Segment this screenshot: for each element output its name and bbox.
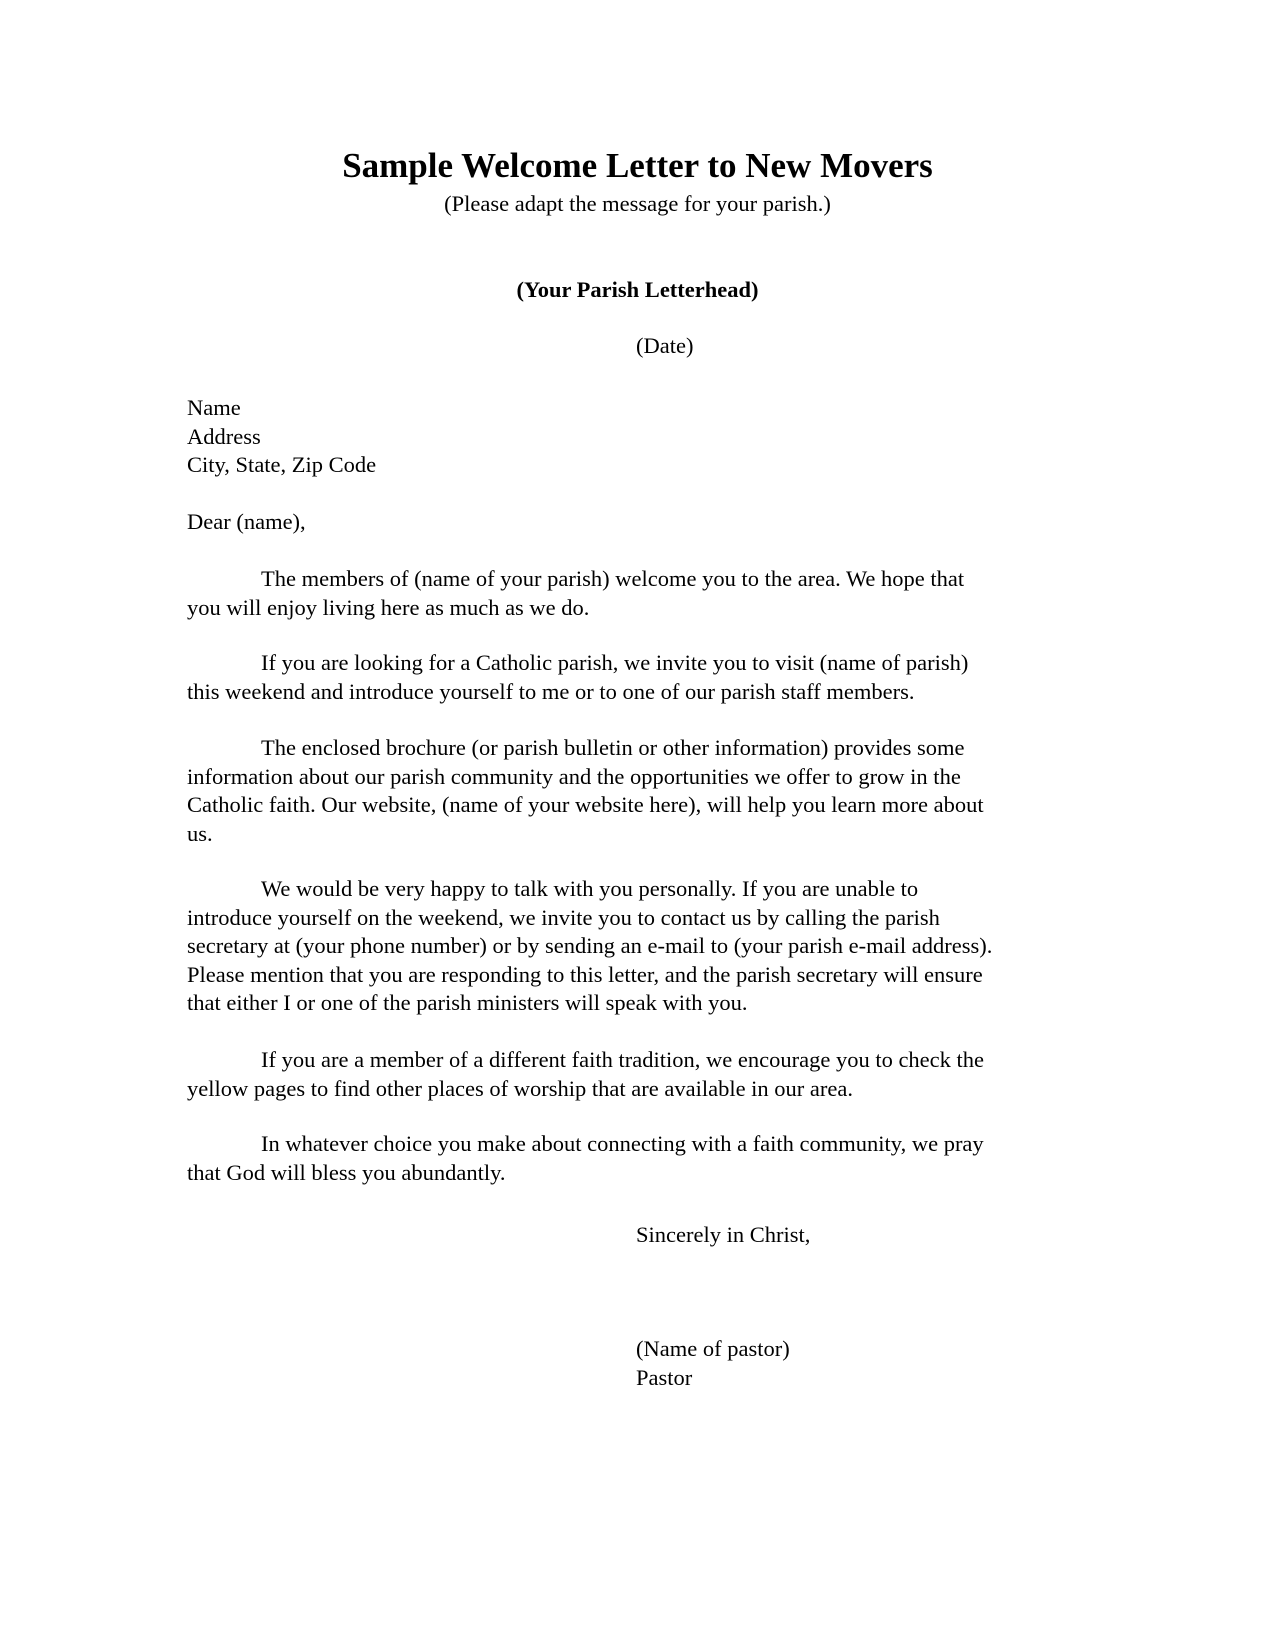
paragraph-line: that either I or one of the parish ministers will speak with you. (187, 990, 748, 1016)
paragraph-line: We would be very happy to talk with you personally. If you are unable to (261, 876, 919, 901)
paragraph-line: In whatever choice you make about connecting with a faith community, we pray (261, 1131, 984, 1156)
paragraph-line: If you are looking for a Catholic parish, we invite you to visit (name of parish) (261, 650, 969, 675)
paragraph-line: The enclosed brochure (or parish bulletin or other information) provides some (261, 735, 965, 760)
body-paragraph-4 (187, 875, 992, 1018)
paragraph-line: us. (187, 820, 213, 846)
letterhead-placeholder: (Your Parish Letterhead) (516, 277, 759, 302)
signature-block (636, 1335, 790, 1392)
paragraph-line: information about our parish community and the opportunities we offer to grow in the (187, 763, 961, 789)
paragraph-line: If you are a member of a different faith tradition, we encourage you to check the (261, 1047, 985, 1072)
recipient-address-block (187, 394, 376, 480)
paragraph-line: yellow pages to find other places of worship that are available in our area. (187, 1075, 854, 1101)
body-paragraph-1 (187, 565, 964, 622)
recipient-address: Address (187, 423, 261, 449)
signature-role: Pastor (636, 1364, 693, 1390)
paragraph-line: secretary at (your phone number) or by sending an e-mail to (your parish e-mail address). (187, 933, 993, 959)
paragraph-line: introduce yourself on the weekend, we invite you to contact us by calling the parish (187, 904, 940, 930)
body-paragraph-5 (187, 1046, 984, 1103)
paragraph-line: Catholic faith. Our website, (name of your website here), will help you learn more about (187, 792, 984, 818)
recipient-name: Name (187, 395, 241, 420)
closing: Sincerely in Christ, (636, 1222, 811, 1247)
paragraph-line: Please mention that you are responding to this letter, and the parish secretary will ensure (187, 961, 983, 987)
body-paragraph-3 (187, 734, 984, 848)
recipient-city-state-zip: City, State, Zip Code (187, 452, 377, 478)
page-title: Sample Welcome Letter to New Movers (342, 146, 933, 185)
page-subtitle: (Please adapt the message for your parish.) (444, 191, 831, 216)
body-paragraph-2 (187, 649, 968, 706)
salutation: Dear (name), (187, 509, 306, 534)
paragraph-line: The members of (name of your parish) welcome you to the area. We hope that (261, 566, 965, 591)
signature-name: (Name of pastor) (636, 1336, 790, 1361)
body-paragraph-6 (187, 1130, 984, 1187)
paragraph-line: that God will bless you abundantly. (187, 1159, 506, 1185)
date-placeholder: (Date) (636, 333, 694, 358)
paragraph-line: this weekend and introduce yourself to me or to one of our parish staff members. (187, 678, 915, 704)
paragraph-line: you will enjoy living here as much as we do. (187, 594, 590, 620)
